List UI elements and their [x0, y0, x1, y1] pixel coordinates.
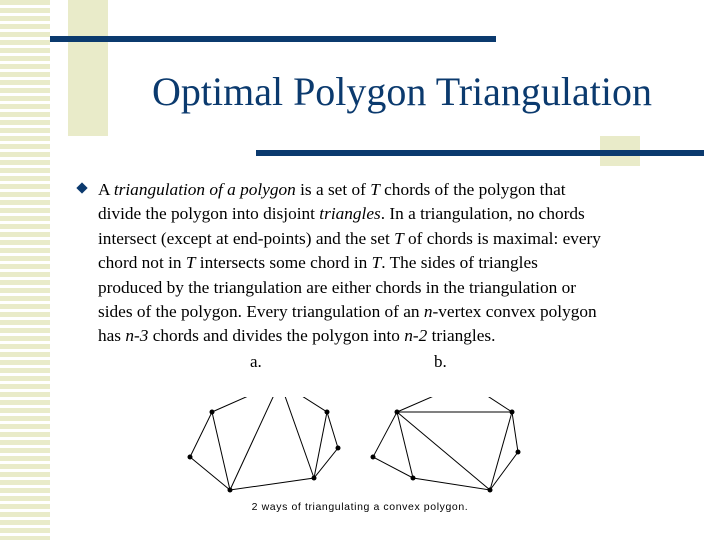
vertex-dot [488, 488, 493, 493]
body-line [98, 227, 698, 251]
body-text-run: has [98, 326, 126, 346]
body-italic-run: triangulation of a polygon [113, 180, 296, 199]
body-line [98, 300, 698, 324]
bullet-paragraph [98, 178, 698, 349]
title-rule-top [50, 36, 496, 42]
polygon-a-vertices [188, 397, 341, 493]
vertex-dot [325, 410, 330, 415]
vertex-dot [371, 455, 376, 460]
body-text-run: chords and divides the polygon into [148, 326, 405, 346]
title-rule-bottom [256, 150, 704, 156]
vertex-dot [411, 476, 416, 481]
body-text-run: intersects some chord in [195, 253, 372, 273]
decorative-stripes [0, 0, 50, 540]
triangulation-diagram [185, 397, 530, 497]
body-italic-run: n-3 [125, 326, 149, 346]
vertex-dot [510, 410, 515, 415]
body-text-run: A [98, 180, 114, 199]
body-text-run: is a set of [295, 180, 371, 199]
vertex-dot [210, 410, 215, 415]
vertex-dot [188, 455, 193, 460]
body-text-run: . The sides of triangles [381, 253, 538, 273]
polygon-a-chord [280, 397, 314, 478]
body-italic-run: triangles [319, 204, 381, 224]
body-text-run: . In a triangulation, no chords [380, 204, 585, 224]
vertex-dot [336, 446, 341, 451]
polygon-a-chord [314, 412, 327, 478]
body-text-run: sides of the polygon. Every triangulation of an [98, 302, 424, 322]
body-text-run: produced by the triangulation are either chords in the triangulation or [98, 277, 576, 297]
vertex-dot [228, 488, 233, 493]
polygon-a-chord [212, 412, 230, 490]
body-text-run: -vertex convex polygon [432, 302, 597, 322]
figure-caption: 2 ways of triangulating a convex polygon. [251, 501, 469, 513]
body-text-run: intersect (except at end-points) and the set [98, 228, 395, 248]
body-text-run: of chords is maximal: every [403, 228, 601, 248]
vertex-dot [516, 450, 521, 455]
figure-label-a: a. [250, 352, 262, 371]
polygon-a-chord [230, 397, 280, 490]
body-italic-run: T [185, 253, 196, 273]
body-text-run: chord not in [98, 253, 186, 273]
slide-title: Optimal Polygon Triangulation [151, 69, 653, 114]
vertex-dot [312, 476, 317, 481]
body-text-run: divide the polygon into disjoint [98, 204, 320, 224]
figure-label-b: b. [434, 352, 447, 371]
body-italic-run: T [394, 228, 404, 248]
body-line [98, 251, 698, 275]
body-line [98, 276, 698, 300]
body-line [98, 178, 698, 202]
body-text-run: triangles. [427, 326, 496, 346]
polygon-b-vertices [371, 397, 521, 493]
body-italic-run: T [371, 253, 382, 273]
vertex-dot [395, 410, 400, 415]
decorative-block-top [68, 0, 108, 136]
body-text-run: chords of the polygon that [379, 180, 566, 199]
body-italic-run: n [423, 302, 433, 322]
body-italic-run: T [370, 180, 380, 199]
body-line [98, 202, 698, 226]
polygon-b-chord [397, 412, 413, 478]
body-line [98, 324, 698, 348]
polygon-b-chord [490, 412, 512, 490]
body-italic-run: n-2 [404, 326, 428, 346]
bullet-icon [76, 182, 87, 193]
